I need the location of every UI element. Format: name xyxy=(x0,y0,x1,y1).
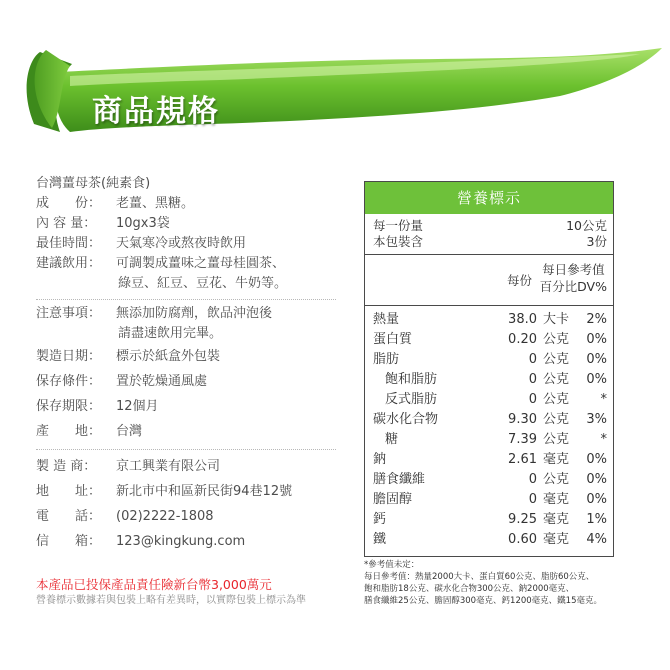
nutrient-name: 脂肪 xyxy=(373,352,400,367)
spec-phone xyxy=(36,504,336,529)
nutrient-unit: 毫克 xyxy=(543,492,570,507)
note-line: 飽和脂肪18公克、碳水化合物300公克、鈉2000毫克、 xyxy=(364,584,575,594)
nutrient-row xyxy=(365,310,613,330)
spec-address xyxy=(36,479,336,504)
nutrient-row xyxy=(365,470,613,490)
spec-label: 最佳時間： xyxy=(36,236,102,251)
nutrient-row xyxy=(365,370,613,390)
nutrient-unit: 公克 xyxy=(543,352,570,367)
note-line: 每日參考值：熱量2000大卡、蛋白質60公克、脂肪60公克、 xyxy=(364,572,595,582)
spec-value: 台灣 xyxy=(116,424,143,439)
nutrient-unit: 公克 xyxy=(543,412,570,427)
daily-value-header xyxy=(540,261,607,295)
per-serving-header: 每份 xyxy=(507,273,533,288)
spec-label: 產 地： xyxy=(36,424,102,439)
nutrient-name: 鐵 xyxy=(373,532,387,547)
spec-value-continued: 綠豆、紅豆、豆花、牛奶等。 xyxy=(118,276,288,291)
spec-value-continued: 請盡速飲用完畢。 xyxy=(118,326,223,341)
spec-origin xyxy=(36,419,336,444)
header-banner xyxy=(0,0,670,150)
spec-shelf-life xyxy=(36,394,336,419)
nutrition-title: 營養標示 xyxy=(365,182,613,214)
nutrient-name: 蛋白質 xyxy=(373,332,413,347)
spec-label: 製造日期： xyxy=(36,349,102,364)
nutrient-daily-percent: 0% xyxy=(586,492,607,507)
serving-info xyxy=(365,214,613,255)
nutrient-name: 反式脂肪 xyxy=(385,392,438,407)
spec-product-name xyxy=(36,174,336,194)
servings-per-pack-row xyxy=(373,234,607,250)
spec-storage xyxy=(36,369,336,394)
spec-value: 無添加防腐劑，飲品沖泡後 xyxy=(116,306,273,321)
nutrient-daily-percent: 0% xyxy=(586,472,607,487)
nutrient-row xyxy=(365,410,613,430)
spec-label: 信 箱： xyxy=(36,534,102,549)
spec-value: 京工興業有限公司 xyxy=(116,459,221,474)
nutrient-value: 38.0 xyxy=(508,312,537,327)
spec-group-storage xyxy=(36,304,336,444)
spec-value: (02)2222-1808 xyxy=(116,509,214,524)
spec-label: 保存期限： xyxy=(36,399,102,414)
servings-value: 3份 xyxy=(586,234,607,249)
nutrient-daily-percent: 0% xyxy=(586,352,607,367)
nutrient-name: 鈣 xyxy=(373,512,387,527)
nutrition-column-header xyxy=(365,255,613,306)
nutrient-unit: 公克 xyxy=(543,392,570,407)
insurance-text: 本產品已投保產品責任險新台幣3,000萬元 xyxy=(36,577,272,592)
nutrient-daily-percent: 3% xyxy=(586,412,607,427)
dv-header-line2: 百分比DV% xyxy=(539,279,607,294)
nutrient-value: 0.60 xyxy=(508,532,537,547)
dv-header-line1: 每日參考值 xyxy=(542,262,605,277)
serving-size-label: 每一份量 xyxy=(373,218,424,233)
page-title: 商品規格 xyxy=(92,94,220,129)
spec-group-basic xyxy=(36,174,336,294)
spec-net-content xyxy=(36,214,336,234)
nutrient-row xyxy=(365,350,613,370)
nutrient-row xyxy=(365,490,613,510)
product-spec-list xyxy=(36,174,336,554)
nutrition-facts-table xyxy=(364,181,614,557)
nutrient-daily-percent: * xyxy=(600,432,607,447)
nutrient-value: 0 xyxy=(528,352,537,367)
divider xyxy=(36,449,336,450)
spec-suggestion xyxy=(36,254,336,274)
nutrient-unit: 公克 xyxy=(543,432,570,447)
nutrient-unit: 大卡 xyxy=(543,312,570,327)
nutrient-row xyxy=(365,510,613,530)
serving-size-row xyxy=(373,218,607,234)
nutrient-name: 膽固醇 xyxy=(373,492,413,507)
nutrient-daily-percent: 0% xyxy=(586,372,607,387)
spec-email xyxy=(36,529,336,554)
spec-label: 成 份： xyxy=(36,196,102,211)
spec-label: 內 容 量： xyxy=(36,216,97,231)
spec-value: 12個月 xyxy=(116,399,159,414)
nutrition-disclaimer: 營養標示數據若與包裝上略有差異時，以實際包裝上標示為準 xyxy=(36,595,306,606)
nutrient-daily-percent: * xyxy=(600,392,607,407)
spec-group-manufacturer xyxy=(36,454,336,554)
nutrient-value: 0 xyxy=(528,472,537,487)
spec-ingredients xyxy=(36,194,336,214)
nutrient-name: 熱量 xyxy=(373,312,400,327)
spec-label: 建議飲用： xyxy=(36,256,102,271)
spec-value: 123@kingkung.com xyxy=(116,534,246,549)
note-line: 膳食纖維25公克、膽固醇300毫克、鈣1200毫克、鐵15毫克。 xyxy=(364,596,602,606)
nutrient-daily-percent: 0% xyxy=(586,332,607,347)
nutrient-daily-percent: 0% xyxy=(586,452,607,467)
reference-value-note xyxy=(364,559,634,607)
nutrient-rows xyxy=(365,306,613,556)
divider xyxy=(36,299,336,300)
nutrient-name: 碳水化合物 xyxy=(373,412,439,427)
note-title: *參考值未定： xyxy=(364,560,420,570)
nutrient-name: 膳食纖維 xyxy=(373,472,426,487)
nutrient-unit: 毫克 xyxy=(543,512,570,527)
nutrient-unit: 公克 xyxy=(543,472,570,487)
spec-value: 新北市中和區新民街94巷12號 xyxy=(116,484,293,499)
spec-mfg-date xyxy=(36,344,336,369)
spec-value: 老薑、黑糖。 xyxy=(116,196,195,211)
nutrient-unit: 毫克 xyxy=(543,532,570,547)
spec-label: 注意事項： xyxy=(36,306,102,321)
nutrient-row xyxy=(365,530,613,550)
spec-value: 置於乾燥通風處 xyxy=(116,374,208,389)
nutrient-daily-percent: 4% xyxy=(586,532,607,547)
spec-label: 電 話： xyxy=(36,509,102,524)
spec-label: 台灣薑母茶(純素食) xyxy=(36,176,151,191)
nutrient-value: 0 xyxy=(528,492,537,507)
spec-value: 天氣寒冷或熬夜時飲用 xyxy=(116,236,247,251)
nutrient-value: 7.39 xyxy=(508,432,537,447)
nutrient-row xyxy=(365,430,613,450)
spec-best-time xyxy=(36,234,336,254)
nutrient-daily-percent: 2% xyxy=(586,312,607,327)
nutrient-unit: 公克 xyxy=(543,332,570,347)
spec-label: 保存條件： xyxy=(36,374,102,389)
nutrient-value: 0 xyxy=(528,392,537,407)
nutrient-value: 2.61 xyxy=(508,452,537,467)
nutrient-unit: 毫克 xyxy=(543,452,570,467)
nutrient-unit: 公克 xyxy=(543,372,570,387)
nutrient-row xyxy=(365,390,613,410)
spec-label: 地 址： xyxy=(36,484,102,499)
nutrient-value: 0 xyxy=(528,372,537,387)
nutrient-value: 9.30 xyxy=(508,412,537,427)
insurance-notice xyxy=(36,577,346,609)
spec-value: 10gx3袋 xyxy=(116,216,170,231)
spec-label: 製 造 商： xyxy=(36,459,97,474)
nutrient-name: 糖 xyxy=(385,432,399,447)
nutrient-row xyxy=(365,330,613,350)
nutrient-value: 0.20 xyxy=(508,332,537,347)
spec-manufacturer xyxy=(36,454,336,479)
spec-value: 可調製成薑味之薑母桂圓茶、 xyxy=(116,256,286,271)
nutrient-name: 鈉 xyxy=(373,452,387,467)
serving-size-value: 10公克 xyxy=(566,218,607,233)
spec-value: 標示於紙盒外包裝 xyxy=(116,349,221,364)
nutrient-row xyxy=(365,450,613,470)
servings-label: 本包裝含 xyxy=(373,234,424,249)
spec-notice xyxy=(36,304,336,324)
nutrient-daily-percent: 1% xyxy=(586,512,607,527)
nutrient-value: 9.25 xyxy=(508,512,537,527)
nutrient-name: 飽和脂肪 xyxy=(385,372,438,387)
